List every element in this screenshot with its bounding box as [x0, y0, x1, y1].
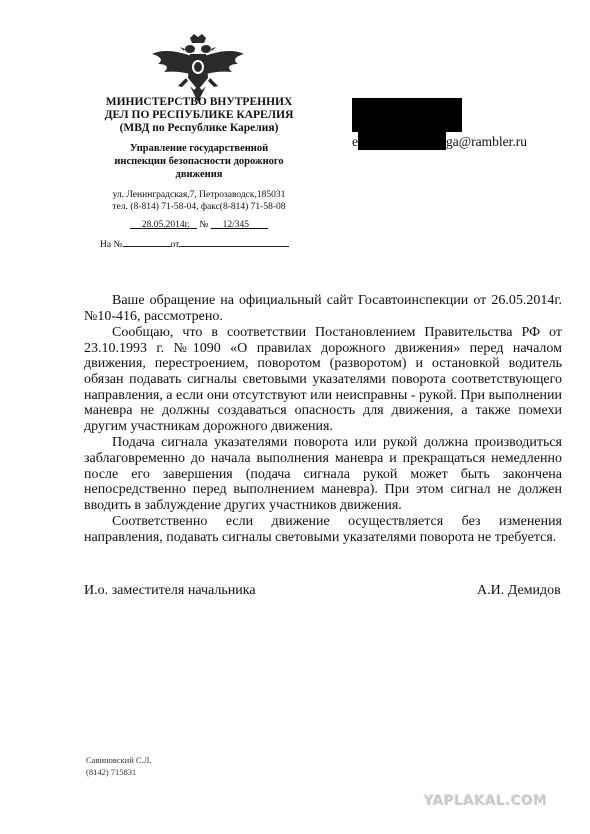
reply-reference-line: [100, 238, 289, 250]
signatory-position: И.о. заместителя начальника: [84, 583, 256, 598]
department-name: [74, 142, 324, 181]
department-line-3: движения: [175, 169, 223, 180]
redaction-block-email: [358, 130, 446, 150]
executor-phone: (8142) 715831: [86, 767, 137, 777]
watermark: YAPLAKAL.COM: [424, 793, 548, 809]
ministry-line-1: МИНИСТЕРСТВО ВНУТРЕННИХ: [105, 96, 293, 108]
department-line-2: инспекции безопасности дорожного: [114, 156, 284, 167]
address-line: ул. Ленинградская,7, Петрозаводск,185031: [112, 190, 286, 200]
registration-line: [74, 220, 324, 230]
number-sign: №: [199, 220, 209, 230]
reply-ot: от: [170, 240, 180, 250]
reply-prefix: На №: [100, 240, 123, 250]
executor-footer: [86, 754, 152, 778]
body-paragraph-1: Ваше обращение на официальный сайт Госавтоинспекции от 26.05.2014г. №10-416, рассмотрено.: [84, 293, 562, 324]
ministry-line-2: ДЕЛ ПО РЕСПУБЛИКЕ КАРЕЛИЯ: [104, 109, 294, 121]
body-paragraph-4: Соответственно если движение осуществляется без изменения направления, подавать сигналы световыми указателями поворота не требуется.: [84, 514, 562, 545]
letter-date: 28.05.2014г.: [141, 220, 190, 230]
phones-line: тел. (8-814) 71-58-04, факс(8-814) 71-58-08: [112, 202, 286, 212]
department-line-1: Управление государственной: [129, 143, 269, 154]
ministry-name: [74, 96, 324, 135]
signatory-name: А.И. Демидов: [477, 583, 561, 598]
body-paragraph-2: Сообщаю, что в соответствии Постановлением Правительства РФ от 23.10.1993 г. №1090 «О правилах дорожного движения» перед началом движения, перестроением, поворотом (разворотом) и остановкой водитель обязан подавать сигналы световыми указателями поворота соответствующего направления, а если они отсутствуют или неисправны - рукой. При выполнении маневра не должны создаваться опасность для движения, а также помехи другим участникам дорожного движения.: [84, 325, 562, 434]
ministry-line-3: (МВД по Республике Карелия): [119, 122, 279, 134]
body-paragraph-3: Подача сигнала указателями поворота или рукой должна производиться заблаговременно до начала выполнения маневра и прекращаться немедленно после его завершения (подача сигнала рукой может быть закончена непосредственно перед выполнением маневра). При этом сигнал не должен вводить в заблуждение других участников движения.: [84, 435, 562, 513]
recipient-email-start: e: [352, 134, 358, 149]
redaction-block-top: [352, 98, 462, 132]
letter-number: 12/345: [222, 220, 250, 230]
eagle-emblem-icon: [150, 34, 246, 104]
recipient-email: ga@rambler.ru: [446, 134, 528, 149]
letter-body: [84, 293, 562, 547]
executor-name: Савиновский С.Л.: [86, 755, 152, 765]
contact-block: [74, 189, 324, 213]
